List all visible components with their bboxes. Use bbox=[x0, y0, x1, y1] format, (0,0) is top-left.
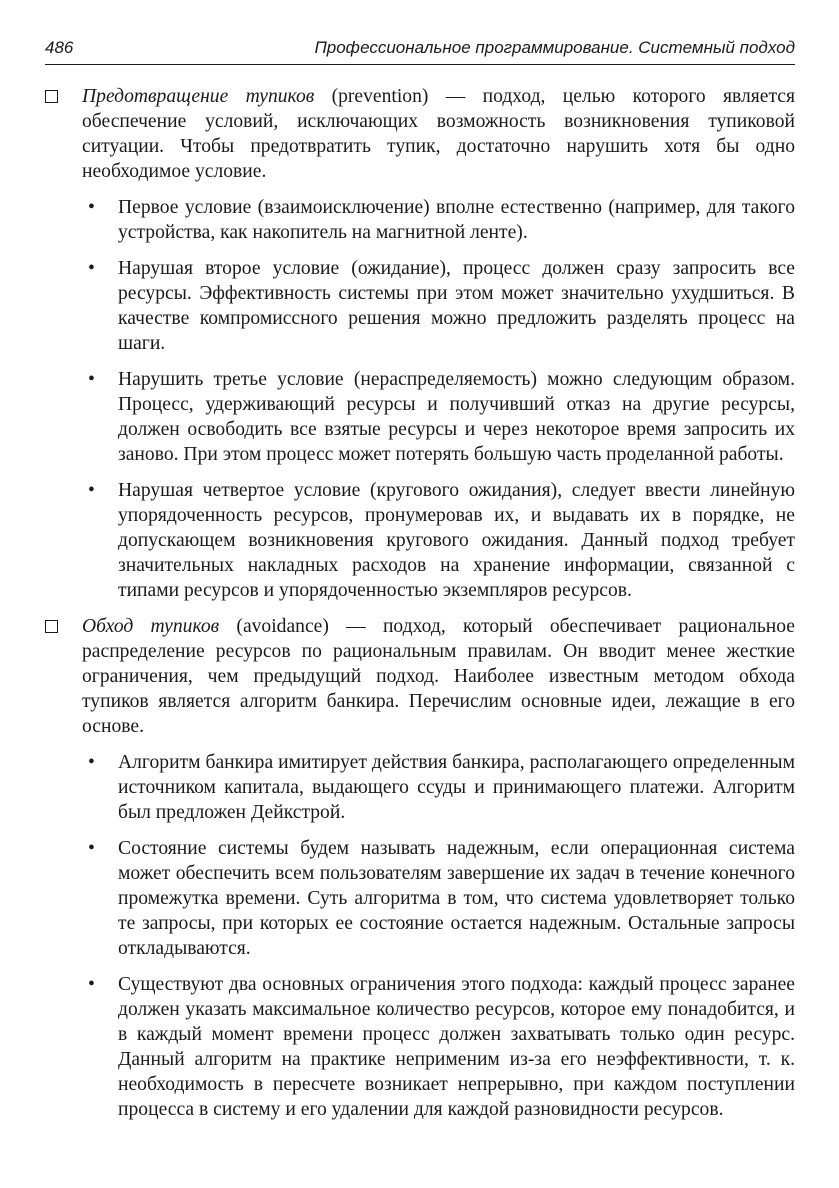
list-item bbox=[82, 195, 795, 245]
item-term: Предотвращение тупиков bbox=[82, 86, 315, 107]
list-item bbox=[82, 256, 795, 356]
running-title: Профессиональное программирование. Системный подход bbox=[314, 38, 795, 57]
list-item bbox=[82, 478, 795, 603]
page-body bbox=[45, 84, 795, 1133]
bullet-icon: • bbox=[88, 197, 95, 218]
bullet-icon: • bbox=[88, 752, 95, 773]
page-number: 486 bbox=[45, 38, 74, 57]
bullet-icon: • bbox=[88, 480, 95, 501]
bullet-icon: • bbox=[88, 258, 95, 279]
list-item-text: Алгоритм банкира имитирует действия банкира, располагающего определенным источником капитала, выдающего ссуды и принимающего платежи. Алгоритм был предложен Дейкстрой. bbox=[118, 752, 795, 823]
item-description: (prevention) — подход, целью которого является обеспечение условий, исключающих возможность возникновения тупиковой ситуации. Чтобы предотвратить тупик, достаточно нарушить хотя бы одно необходимое условие. bbox=[82, 86, 795, 182]
bullet-icon: • bbox=[88, 838, 95, 859]
list-item bbox=[82, 750, 795, 825]
list-item-text: Существуют два основных ограничения этого подхода: каждый процесс заранее должен указать максимальное количество ресурсов, которое ему понадобится, и в каждый момент времени процесс должен захватывать только один ресурс. Данный алгоритм на практике неприменим из-за его неэффективности, т. к. необходимость в пересчете возникает непрерывно, при каждом поступлении процесса в систему и его удалении для каждой разновидности ресурсов. bbox=[118, 974, 795, 1120]
item-term: Обход тупиков bbox=[82, 616, 220, 637]
list-item-text: Нарушая второе условие (ожидание), процесс должен сразу запросить все ресурсы. Эффективность системы при этом может значительно ухудшиться. В качестве компромиссного решения можно предложить разделять процесс на шаги. bbox=[118, 258, 795, 354]
running-header bbox=[45, 36, 795, 65]
list-item-text: Нарушая четвертое условие (кругового ожидания), следует ввести линейную упорядоченность ресурсов, пронумеровав их, и выдавать их в порядке, не допускающем возникновения кругового ожидания. Данный подход требует значительных накладных расходов на хранение информации, связанной с типами ресурсов и упорядоченностью экземпляров ресурсов. bbox=[118, 480, 795, 601]
bullet-list bbox=[82, 750, 795, 1122]
list-item bbox=[82, 836, 795, 961]
list-item-text: Первое условие (взаимоисключение) вполне естественно (например, для такого устройства, как накопитель на магнитной ленте). bbox=[118, 197, 795, 243]
item-description: (avoidance) — подход, который обеспечивает рациональное распределение ресурсов по рациональным правилам. Он вводит менее жесткие ограничения, чем предыдущий подход. Наиболее известным методом обхода тупиков является алгоритм банкира. Перечислим основные идеи, лежащие в его основе. bbox=[82, 616, 796, 737]
bullet-list bbox=[82, 195, 795, 603]
section-item-prevention bbox=[45, 84, 795, 603]
section-item-avoidance bbox=[45, 614, 795, 1122]
item-paragraph bbox=[82, 614, 795, 739]
checkbox-icon bbox=[45, 90, 58, 103]
checkbox-icon bbox=[45, 620, 58, 633]
item-paragraph bbox=[82, 84, 795, 184]
list-item-text: Состояние системы будем называть надежным, если операционная система может обеспечить всем пользователям завершение их задач в течение конечного промежутка времени. Суть алгоритма в том, что система удовлетворяет только те запросы, при которых ее состояние остается надежным. Остальные запросы откладываются. bbox=[118, 838, 795, 959]
list-item-text: Нарушить третье условие (нераспределяемость) можно следующим образом. Процесс, удерживающий ресурсы и получивший отказ на другие ресурсы, должен освободить все взятые ресурсы и через некоторое время запросить их заново. При этом процесс может потерять большую часть проделанной работы. bbox=[118, 369, 795, 465]
bullet-icon: • bbox=[88, 369, 95, 390]
list-item bbox=[82, 972, 795, 1122]
bullet-icon: • bbox=[88, 974, 95, 995]
list-item bbox=[82, 367, 795, 467]
